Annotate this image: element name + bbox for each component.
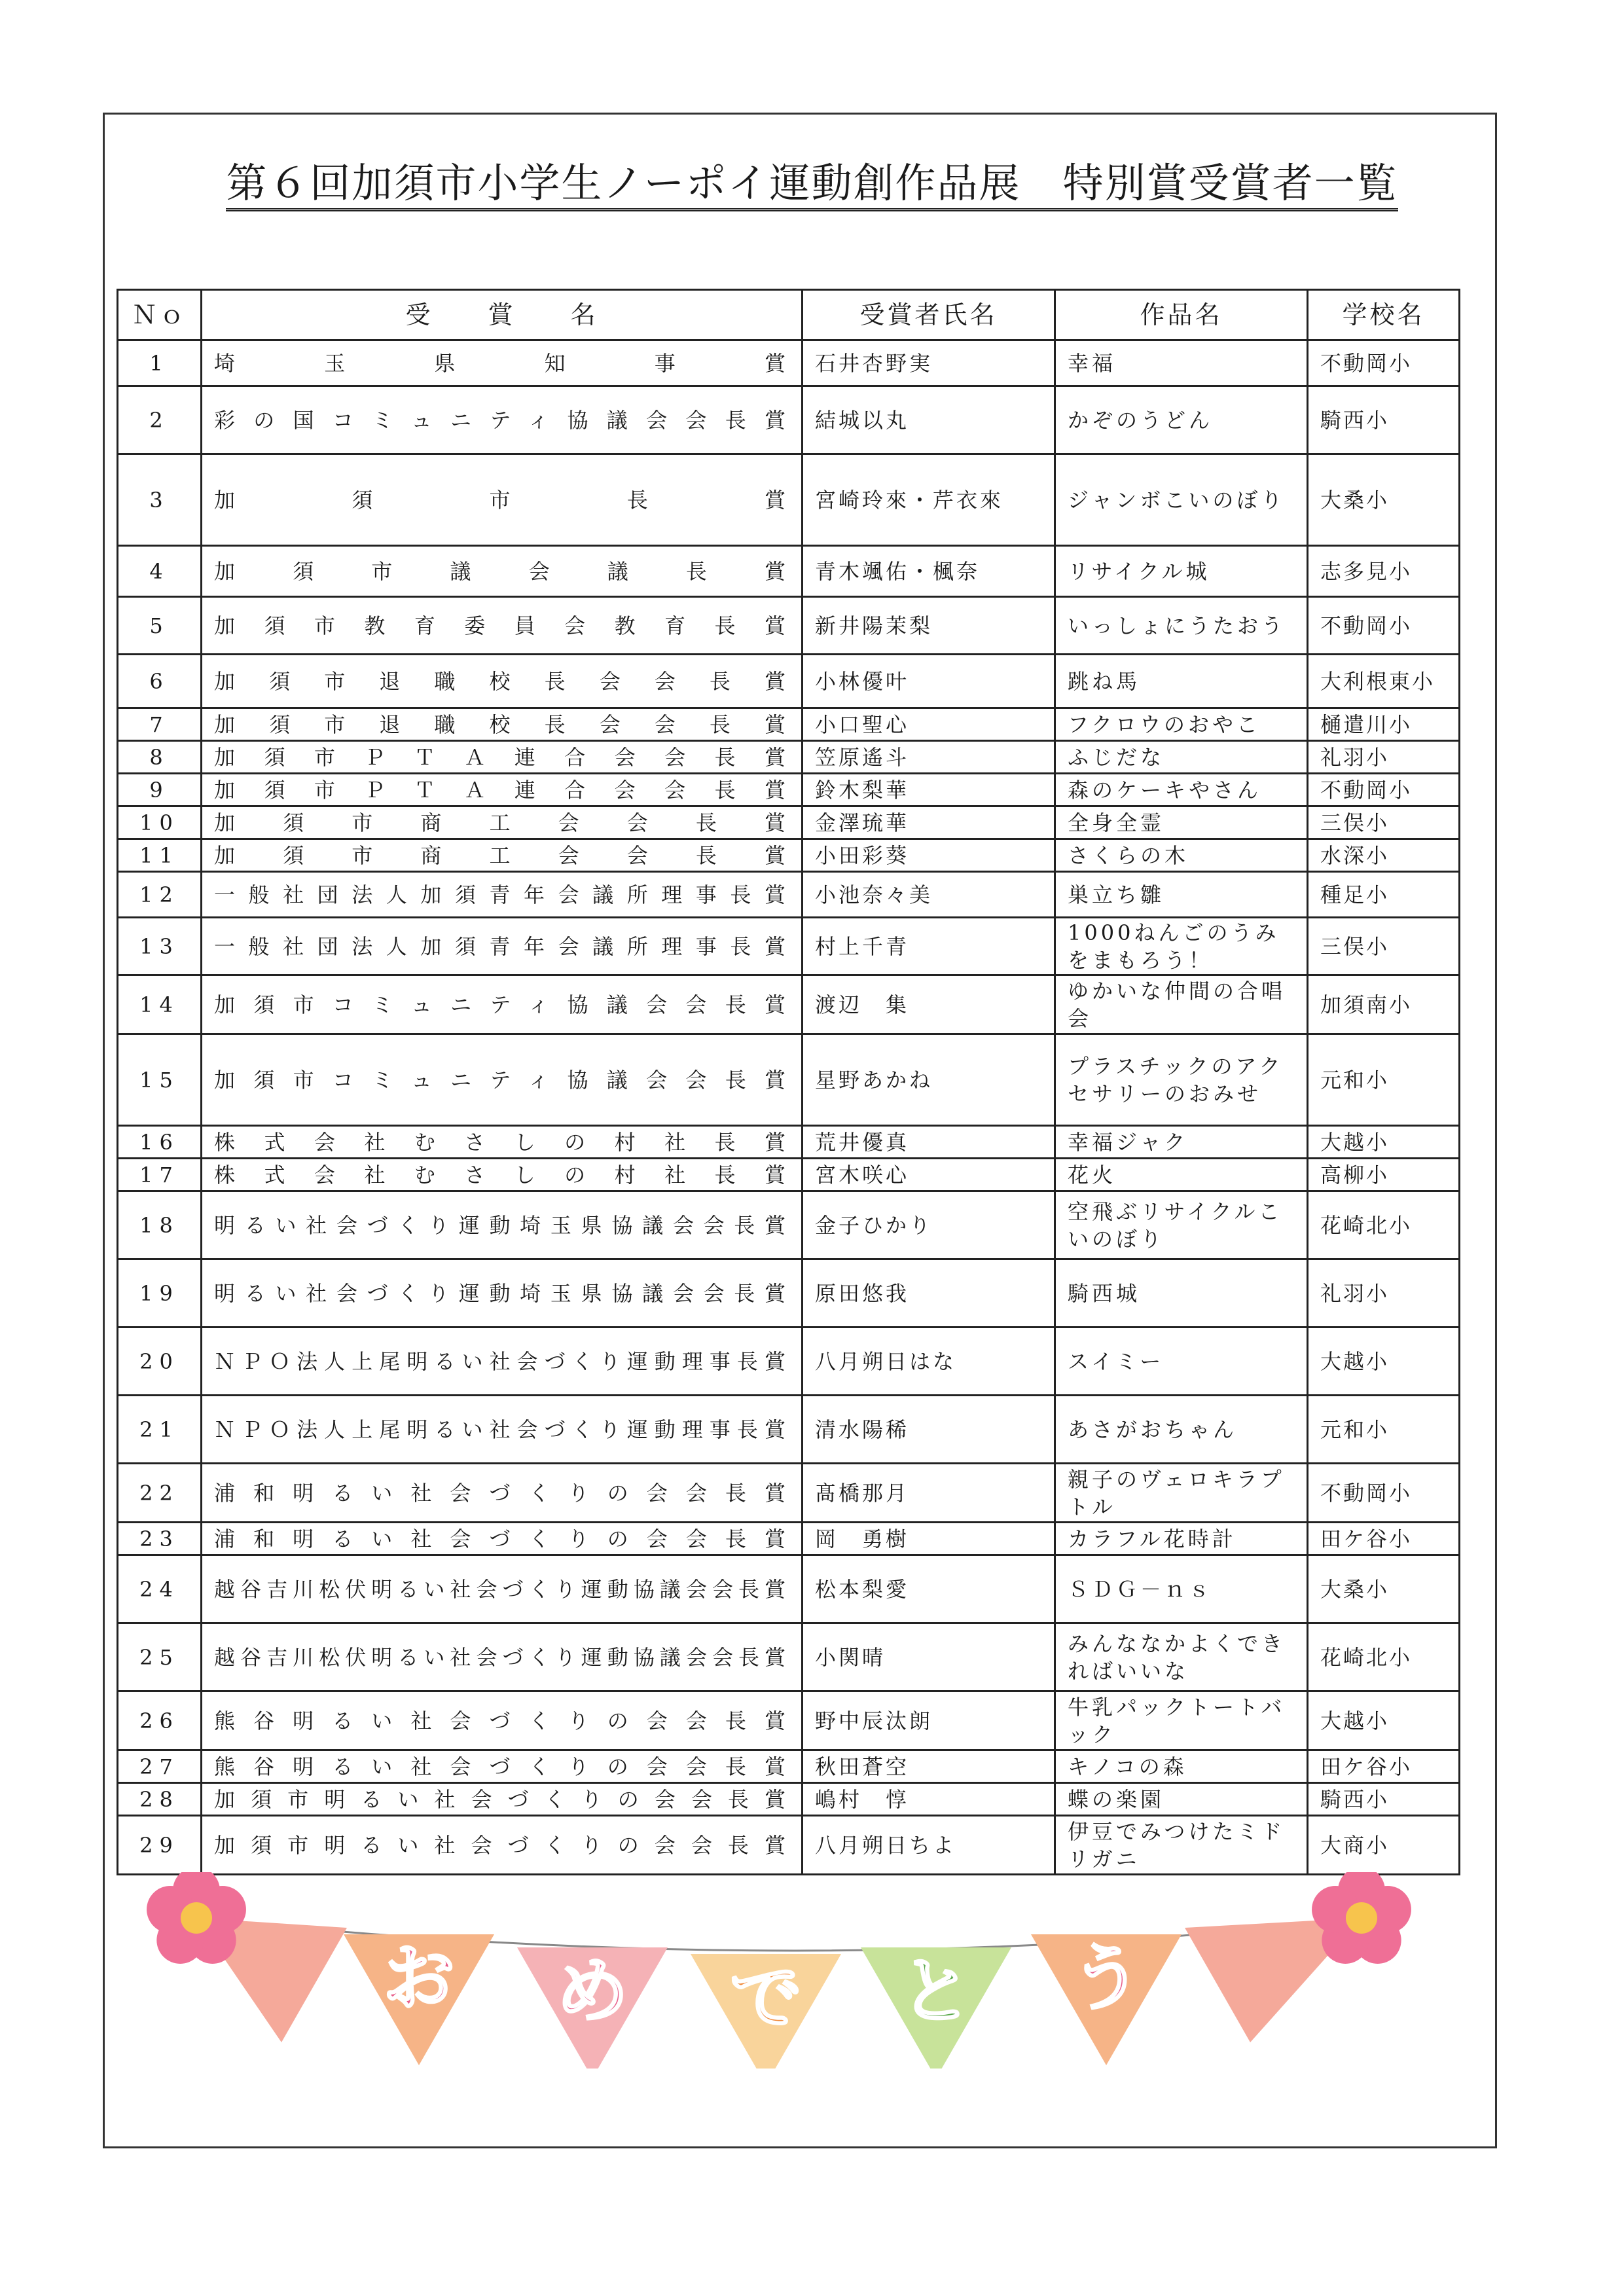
- work-title: 花火: [1055, 1159, 1308, 1191]
- row-no: 11: [118, 839, 202, 872]
- table-row: [118, 1816, 1460, 1875]
- award-name: 埼玉県知事賞: [202, 340, 803, 386]
- award-name: 加須市コミュニティ協議会会長賞: [202, 1034, 803, 1126]
- school-name: 不動岡小: [1308, 597, 1460, 655]
- school-name: 大桑小: [1308, 454, 1460, 546]
- work-title: 牛乳パックトートバック: [1055, 1691, 1308, 1750]
- award-name: 加須市コミュニティ協議会会長賞: [202, 975, 803, 1034]
- recipient-name: 岡 勇樹: [803, 1523, 1055, 1555]
- banner-flag: [517, 1947, 668, 2069]
- row-no: 17: [118, 1159, 202, 1191]
- school-name: 不動岡小: [1308, 774, 1460, 806]
- work-title: プラスチックのアクセサリーのおみせ: [1055, 1034, 1308, 1126]
- banner-flag: [691, 1954, 841, 2069]
- school-name: 礼羽小: [1308, 741, 1460, 774]
- flower-icon-left: [147, 1872, 246, 1964]
- school-name: 水深小: [1308, 839, 1460, 872]
- header-no: Ｎｏ: [118, 290, 202, 340]
- table-row: [118, 1464, 1460, 1523]
- recipient-name: 金澤琉華: [803, 806, 1055, 839]
- table-row: [118, 1750, 1460, 1783]
- recipient-name: 青木颯佑・楓奈: [803, 546, 1055, 597]
- work-title: フクロウのおやこ: [1055, 708, 1308, 741]
- recipient-name: 荒井優真: [803, 1126, 1055, 1159]
- table-row: [118, 1328, 1460, 1396]
- table-row: [118, 1159, 1460, 1191]
- work-title: 幸福ジャク: [1055, 1126, 1308, 1159]
- work-title: 跳ね馬: [1055, 655, 1308, 708]
- table-row: [118, 655, 1460, 708]
- award-name: 加須市長賞: [202, 454, 803, 546]
- school-name: 大越小: [1308, 1126, 1460, 1159]
- banner-flag: [344, 1934, 494, 2065]
- header-school: 学校名: [1308, 290, 1460, 340]
- work-title: 森のケーキやさん: [1055, 774, 1308, 806]
- banner-flag: [1031, 1934, 1182, 2065]
- recipient-name: 宮木咲心: [803, 1159, 1055, 1191]
- row-no: 20: [118, 1328, 202, 1396]
- award-name: 加須市教育委員会教育長賞: [202, 597, 803, 655]
- table-row: [118, 975, 1460, 1034]
- table-row: [118, 1259, 1460, 1328]
- row-no: 2: [118, 386, 202, 454]
- recipient-name: 新井陽茉梨: [803, 597, 1055, 655]
- recipient-name: 秋田蒼空: [803, 1750, 1055, 1783]
- table-row: [118, 1396, 1460, 1464]
- table-row: [118, 1691, 1460, 1750]
- recipient-name: 八月朔日はな: [803, 1328, 1055, 1396]
- row-no: 13: [118, 918, 202, 975]
- recipient-name: 嶋村 惇: [803, 1783, 1055, 1816]
- row-no: 16: [118, 1126, 202, 1159]
- work-title: 空飛ぶリサイクルこいのぼり: [1055, 1191, 1308, 1259]
- work-title: ふじだな: [1055, 741, 1308, 774]
- school-name: 加須南小: [1308, 975, 1460, 1034]
- recipient-name: 石井杏野実: [803, 340, 1055, 386]
- work-title: ＳＤＧ－ｎｓ: [1055, 1555, 1308, 1623]
- work-title: 幸福: [1055, 340, 1308, 386]
- work-title: 蝶の楽園: [1055, 1783, 1308, 1816]
- award-name: 加須市明るい社会づくりの会会長賞: [202, 1816, 803, 1875]
- school-name: 花崎北小: [1308, 1191, 1460, 1259]
- school-name: 不動岡小: [1308, 1464, 1460, 1523]
- work-title: ジャンボこいのぼり: [1055, 454, 1308, 546]
- school-name: 花崎北小: [1308, 1623, 1460, 1691]
- award-name: 一般社団法人加須青年会議所理事長賞: [202, 918, 803, 975]
- recipient-name: 松本梨愛: [803, 1555, 1055, 1623]
- award-name: ＮＰＯ法人上尾明るい社会づくり運動理事長賞: [202, 1328, 803, 1396]
- school-name: 田ケ谷小: [1308, 1523, 1460, 1555]
- recipient-name: 清水陽稀: [803, 1396, 1055, 1464]
- award-name: ＮＰＯ法人上尾明るい社会づくり運動理事長賞: [202, 1396, 803, 1464]
- award-name: 越谷吉川松伏明るい社会づくり運動協議会会長賞: [202, 1623, 803, 1691]
- work-title: いっしょにうたおう: [1055, 597, 1308, 655]
- work-title: かぞのうどん: [1055, 386, 1308, 454]
- row-no: 3: [118, 454, 202, 546]
- table-row: [118, 1191, 1460, 1259]
- table-row: [118, 741, 1460, 774]
- award-name: 一般社団法人加須青年会議所理事長賞: [202, 872, 803, 918]
- work-title: リサイクル城: [1055, 546, 1308, 597]
- row-no: 9: [118, 774, 202, 806]
- table-row: [118, 1523, 1460, 1555]
- table-header-row: [118, 290, 1460, 340]
- row-no: 28: [118, 1783, 202, 1816]
- row-no: 27: [118, 1750, 202, 1783]
- recipient-name: 星野あかね: [803, 1034, 1055, 1126]
- work-title: 1000ねんごのうみをまもろう！: [1055, 918, 1308, 975]
- awards-table: [117, 289, 1460, 1875]
- school-name: 三俣小: [1308, 918, 1460, 975]
- school-name: 元和小: [1308, 1034, 1460, 1126]
- header-award: 受 賞 名: [202, 290, 803, 340]
- award-name: 浦和明るい社会づくりの会会長賞: [202, 1464, 803, 1523]
- recipient-name: 野中辰汰朗: [803, 1691, 1055, 1750]
- row-no: 23: [118, 1523, 202, 1555]
- flower-icon-right: [1312, 1872, 1411, 1964]
- table-row: [118, 454, 1460, 546]
- table-row: [118, 839, 1460, 872]
- row-no: 6: [118, 655, 202, 708]
- row-no: 18: [118, 1191, 202, 1259]
- banner-letter: お: [383, 1936, 455, 2020]
- header-recipient: 受賞者氏名: [803, 290, 1055, 340]
- row-no: 1: [118, 340, 202, 386]
- school-name: 大利根東小: [1308, 655, 1460, 708]
- row-no: 26: [118, 1691, 202, 1750]
- row-no: 8: [118, 741, 202, 774]
- award-name: 熊谷明るい社会づくりの会会長賞: [202, 1691, 803, 1750]
- award-name: 加須市ＰＴＡ連合会会長賞: [202, 741, 803, 774]
- recipient-name: 小池奈々美: [803, 872, 1055, 918]
- row-no: 10: [118, 806, 202, 839]
- recipient-name: 金子ひかり: [803, 1191, 1055, 1259]
- table-row: [118, 918, 1460, 975]
- recipient-name: 小関晴: [803, 1623, 1055, 1691]
- school-name: 元和小: [1308, 1396, 1460, 1464]
- work-title: カラフル花時計: [1055, 1523, 1308, 1555]
- table-row: [118, 386, 1460, 454]
- row-no: 15: [118, 1034, 202, 1126]
- work-title: みんななかよくできればいいな: [1055, 1623, 1308, 1691]
- award-name: 株式会社むさしの村社長賞: [202, 1159, 803, 1191]
- table-row: [118, 1034, 1460, 1126]
- work-title: あさがおちゃん: [1055, 1396, 1308, 1464]
- award-name: 加須市明るい社会づくりの会会長賞: [202, 1783, 803, 1816]
- work-title: スイミー: [1055, 1328, 1308, 1396]
- school-name: 大商小: [1308, 1816, 1460, 1875]
- table-row: [118, 1783, 1460, 1816]
- row-no: 7: [118, 708, 202, 741]
- work-title: 親子のヴェロキラプトル: [1055, 1464, 1308, 1523]
- recipient-name: 小口聖心: [803, 708, 1055, 741]
- school-name: 志多見小: [1308, 546, 1460, 597]
- work-title: さくらの木: [1055, 839, 1308, 872]
- award-name: 熊谷明るい社会づくりの会会長賞: [202, 1750, 803, 1783]
- row-no: 21: [118, 1396, 202, 1464]
- award-name: 加須市商工会会長賞: [202, 806, 803, 839]
- recipient-name: 鈴木梨華: [803, 774, 1055, 806]
- school-name: 大越小: [1308, 1328, 1460, 1396]
- banner-flag: [861, 1947, 1011, 2069]
- school-name: 騎西小: [1308, 1783, 1460, 1816]
- table-row: [118, 340, 1460, 386]
- recipient-name: 渡辺 集: [803, 975, 1055, 1034]
- row-no: 24: [118, 1555, 202, 1623]
- banner-letter: と: [900, 1949, 972, 2033]
- school-name: 田ケ谷小: [1308, 1750, 1460, 1783]
- recipient-name: 原田悠我: [803, 1259, 1055, 1328]
- page-title: 第６回加須市小学生ノーポイ運動創作品展 特別賞受賞者一覧: [0, 157, 1624, 209]
- banner-letter: う: [1070, 1936, 1142, 2020]
- table-row: [118, 546, 1460, 597]
- school-name: 三俣小: [1308, 806, 1460, 839]
- school-name: 礼羽小: [1308, 1259, 1460, 1328]
- school-name: 高柳小: [1308, 1159, 1460, 1191]
- congratulations-banner: [0, 1872, 1624, 2069]
- recipient-name: 結城以丸: [803, 386, 1055, 454]
- school-name: 樋遣川小: [1308, 708, 1460, 741]
- recipient-name: 笠原遙斗: [803, 741, 1055, 774]
- row-no: 22: [118, 1464, 202, 1523]
- school-name: 種足小: [1308, 872, 1460, 918]
- table-row: [118, 1555, 1460, 1623]
- work-title: 巣立ち雛: [1055, 872, 1308, 918]
- row-no: 14: [118, 975, 202, 1034]
- school-name: 不動岡小: [1308, 340, 1460, 386]
- award-name: 彩の国コミュニティ協議会会長賞: [202, 386, 803, 454]
- recipient-name: 村上千青: [803, 918, 1055, 975]
- table-row: [118, 872, 1460, 918]
- banner-letter: で: [730, 1956, 802, 2040]
- row-no: 19: [118, 1259, 202, 1328]
- table-row: [118, 1623, 1460, 1691]
- banner-letter: め: [556, 1949, 628, 2033]
- table-row: [118, 708, 1460, 741]
- recipient-name: 小田彩葵: [803, 839, 1055, 872]
- award-name: 加須市ＰＴＡ連合会会長賞: [202, 774, 803, 806]
- award-name: 浦和明るい社会づくりの会会長賞: [202, 1523, 803, 1555]
- school-name: 騎西小: [1308, 386, 1460, 454]
- award-name: 加須市商工会会長賞: [202, 839, 803, 872]
- work-title: 騎西城: [1055, 1259, 1308, 1328]
- recipient-name: 髙橋那月: [803, 1464, 1055, 1523]
- award-name: 越谷吉川松伏明るい社会づくり運動協議会会長賞: [202, 1555, 803, 1623]
- school-name: 大桑小: [1308, 1555, 1460, 1623]
- recipient-name: 小林優叶: [803, 655, 1055, 708]
- work-title: 全身全霊: [1055, 806, 1308, 839]
- row-no: 25: [118, 1623, 202, 1691]
- row-no: 12: [118, 872, 202, 918]
- award-name: 明るい社会づくり運動埼玉県協議会会長賞: [202, 1259, 803, 1328]
- work-title: 伊豆でみつけたミドリガニ: [1055, 1816, 1308, 1875]
- school-name: 大越小: [1308, 1691, 1460, 1750]
- table-row: [118, 806, 1460, 839]
- award-name: 明るい社会づくり運動埼玉県協議会会長賞: [202, 1191, 803, 1259]
- row-no: 5: [118, 597, 202, 655]
- recipient-name: 八月朔日ちよ: [803, 1816, 1055, 1875]
- award-name: 加須市議会議長賞: [202, 546, 803, 597]
- row-no: 4: [118, 546, 202, 597]
- recipient-name: 宮崎玲來・芹衣來: [803, 454, 1055, 546]
- work-title: ゆかいな仲間の合唱会: [1055, 975, 1308, 1034]
- header-work: 作品名: [1055, 290, 1308, 340]
- work-title: キノコの森: [1055, 1750, 1308, 1783]
- table-row: [118, 597, 1460, 655]
- row-no: 29: [118, 1816, 202, 1875]
- table-row: [118, 774, 1460, 806]
- table-row: [118, 1126, 1460, 1159]
- award-name: 株式会社むさしの村社長賞: [202, 1126, 803, 1159]
- award-name: 加須市退職校長会会長賞: [202, 655, 803, 708]
- award-name: 加須市退職校長会会長賞: [202, 708, 803, 741]
